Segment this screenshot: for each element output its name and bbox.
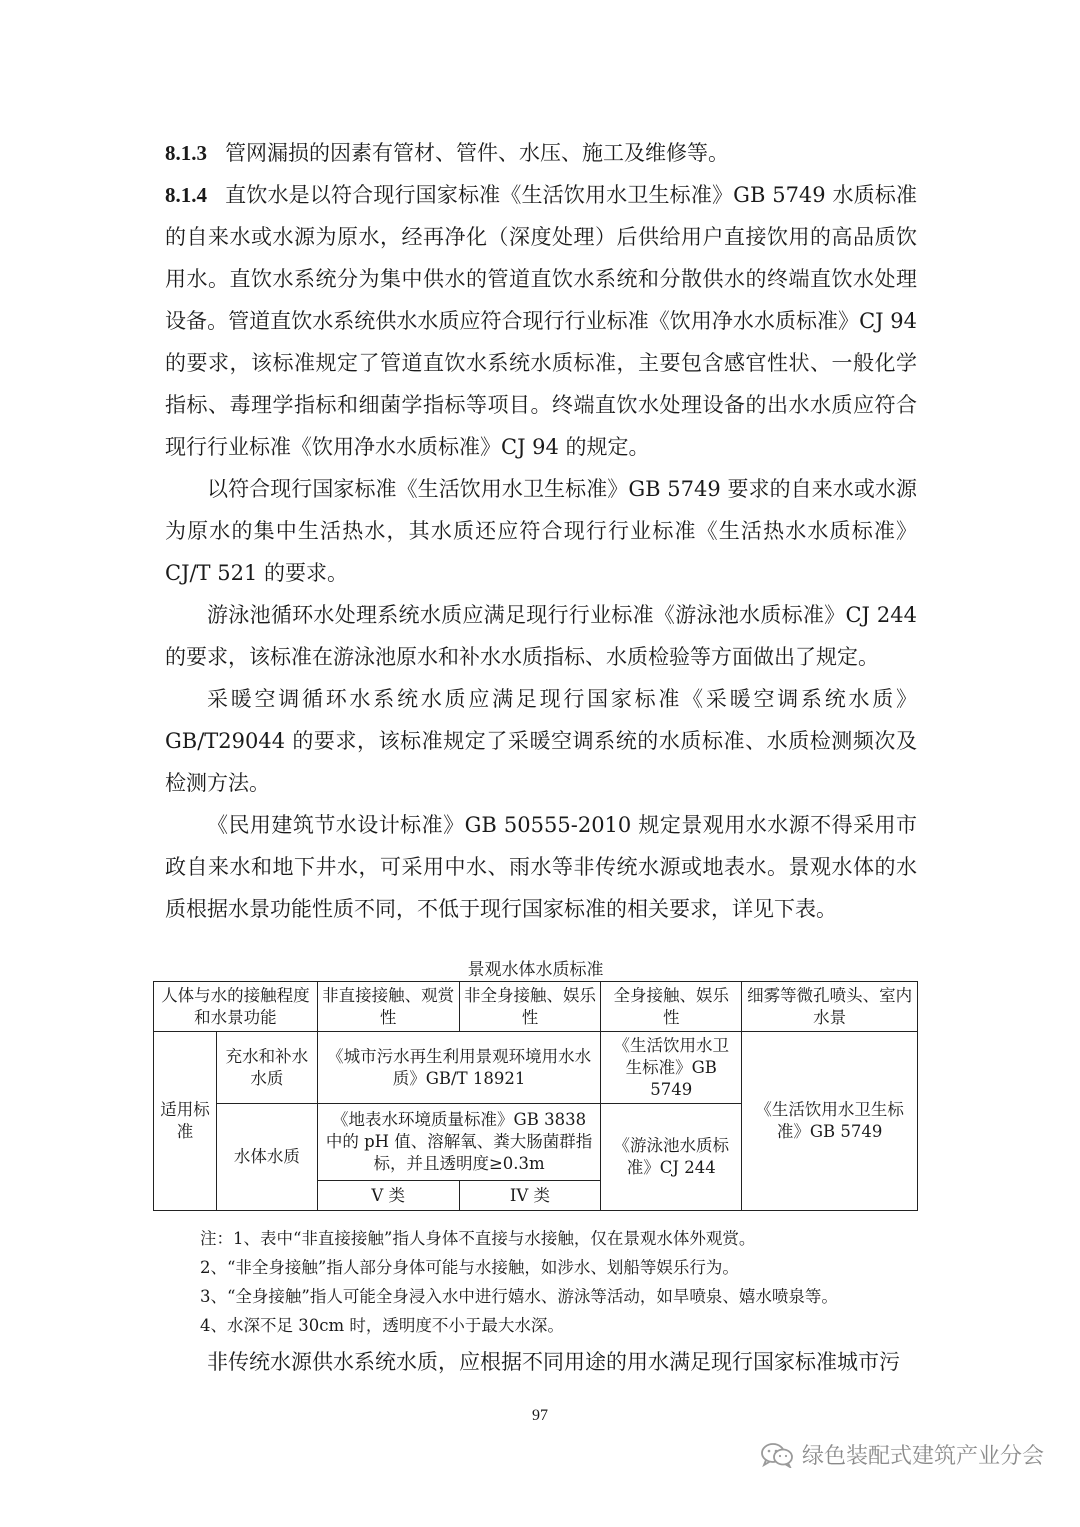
paragraph-8-1-3	[165, 132, 917, 174]
header-contact-degree: 人体与水的接触程度和水景功能	[154, 982, 318, 1032]
paragraph-hot-water: 以符合现行国家标准《生活饮用水卫生标准》GB 5749 要求的自来水或水源为原水的集中生活热水，其水质还应符合现行行业标准《生活热水水质标准》CJ/T 521 的要求。	[165, 477, 917, 585]
cell-reclaimed-water-std: 《城市污水再生利用景观环境用水水质》GB/T 18921	[317, 1032, 601, 1104]
table-caption: 景观水体水质标准	[467, 960, 604, 980]
paragraph-swimming-pool: 游泳池循环水处理系统水质应满足现行行业标准《游泳池水质标准》CJ 244 的要求，该标准在游泳池原水和补水水质指标、水质检验等方面做出了规定。	[165, 603, 917, 669]
table-notes	[200, 1224, 838, 1340]
body-text	[165, 132, 917, 930]
row-group-label: 适用标准	[154, 1032, 217, 1211]
note-item: 3、“全身接触”指人可能全身浸入水中进行嬉水、游泳等活动，如旱喷泉、嬉水喷泉等。	[200, 1287, 838, 1306]
note-item: 4、水深不足 30cm 时，透明度不小于最大水深。	[200, 1316, 564, 1335]
cell-mist-drinking-std: 《生活饮用水卫生标准》GB 5749	[742, 1032, 918, 1211]
table-row	[154, 1032, 918, 1104]
header-mist-indoor: 细雾等微孔喷头、室内水景	[742, 982, 918, 1032]
wechat-icon	[760, 1442, 794, 1468]
note-item: 2、“非全身接触”指人部分身体可能与水接触，如涉水、划船等娱乐行为。	[200, 1258, 739, 1277]
page-number: 97	[532, 1407, 548, 1424]
watermark-text: 绿色装配式建筑产业分会	[801, 1444, 1044, 1469]
paragraph-landscape: 《民用建筑节水设计标准》GB 50555-2010 规定景观用水水源不得采用市政自来水和地下井水，可采用中水、雨水等非传统水源或地表水。景观水体的水质根据水景功能性质不同，不低于现行国家标准的相关要求，详见下表。	[165, 813, 917, 921]
row-label-water-body: 水体水质	[216, 1104, 317, 1211]
cell-surface-water-std: 《地表水环境质量标准》GB 3838 中的 pH 值、溶解氧、粪大肠菌群指标，并且透明度≥0.3m	[317, 1104, 601, 1181]
cell-class-iv: IV 类	[459, 1181, 601, 1211]
paragraph-text: 管网漏损的因素有管材、管件、水压、施工及维修等。	[225, 141, 729, 165]
paragraph-hvac: 采暖空调循环水系统水质应满足现行国家标准《采暖空调系统水质》GB/T29044 的要求，该标准规定了采暖空调系统的水质标准、水质检测频次及检测方法。	[165, 687, 917, 795]
header-full-contact: 全身接触、娱乐性	[601, 982, 742, 1032]
paragraph-text: 直饮水是以符合现行国家标准《生活饮用水卫生标准》GB 5749 水质标准的自来水或水源为原水，经再净化（深度处理）后供给用户直接饮用的高品质饮用水。直饮水系统分为集中供水的管道直饮水系统和分散供水的终端直饮水处理设备。管道直饮水系统供水水质应符合现行行业标准《饮用净水水质标准》CJ 94 的要求，该标准规定了管道直饮水系统水质标准，主要包含感官性状、一般化学指标、毒理学指标和细菌学指标等项目。终端直饮水处理设备的出水水质应符合现行行业标准《饮用净水水质标准》CJ 94 的规定。	[165, 183, 917, 459]
row-label-fill-water: 充水和补水水质	[216, 1032, 317, 1104]
cell-class-v: V 类	[317, 1181, 459, 1211]
section-number: 8.1.3	[165, 141, 207, 165]
water-quality-table	[153, 981, 918, 1211]
watermark	[760, 1439, 1044, 1470]
cell-drinking-water-std: 《生活饮用水卫生标准》GB 5749	[601, 1032, 742, 1104]
cell-swimming-pool-std: 《游泳池水质标准》CJ 244	[601, 1104, 742, 1211]
paragraph-8-1-4	[165, 174, 917, 468]
paragraph-nontraditional: 非传统水源供水系统水质，应根据不同用途的用水满足现行国家标准城市污	[207, 1350, 900, 1374]
table-header-row	[154, 982, 918, 1032]
header-non-full: 非全身接触、娱乐性	[459, 982, 601, 1032]
section-number: 8.1.4	[165, 183, 207, 207]
header-non-direct: 非直接接触、观赏性	[317, 982, 459, 1032]
note-item: 注：1、表中“非直接接触”指人身体不直接与水接触，仅在景观水体外观赏。	[200, 1229, 756, 1248]
